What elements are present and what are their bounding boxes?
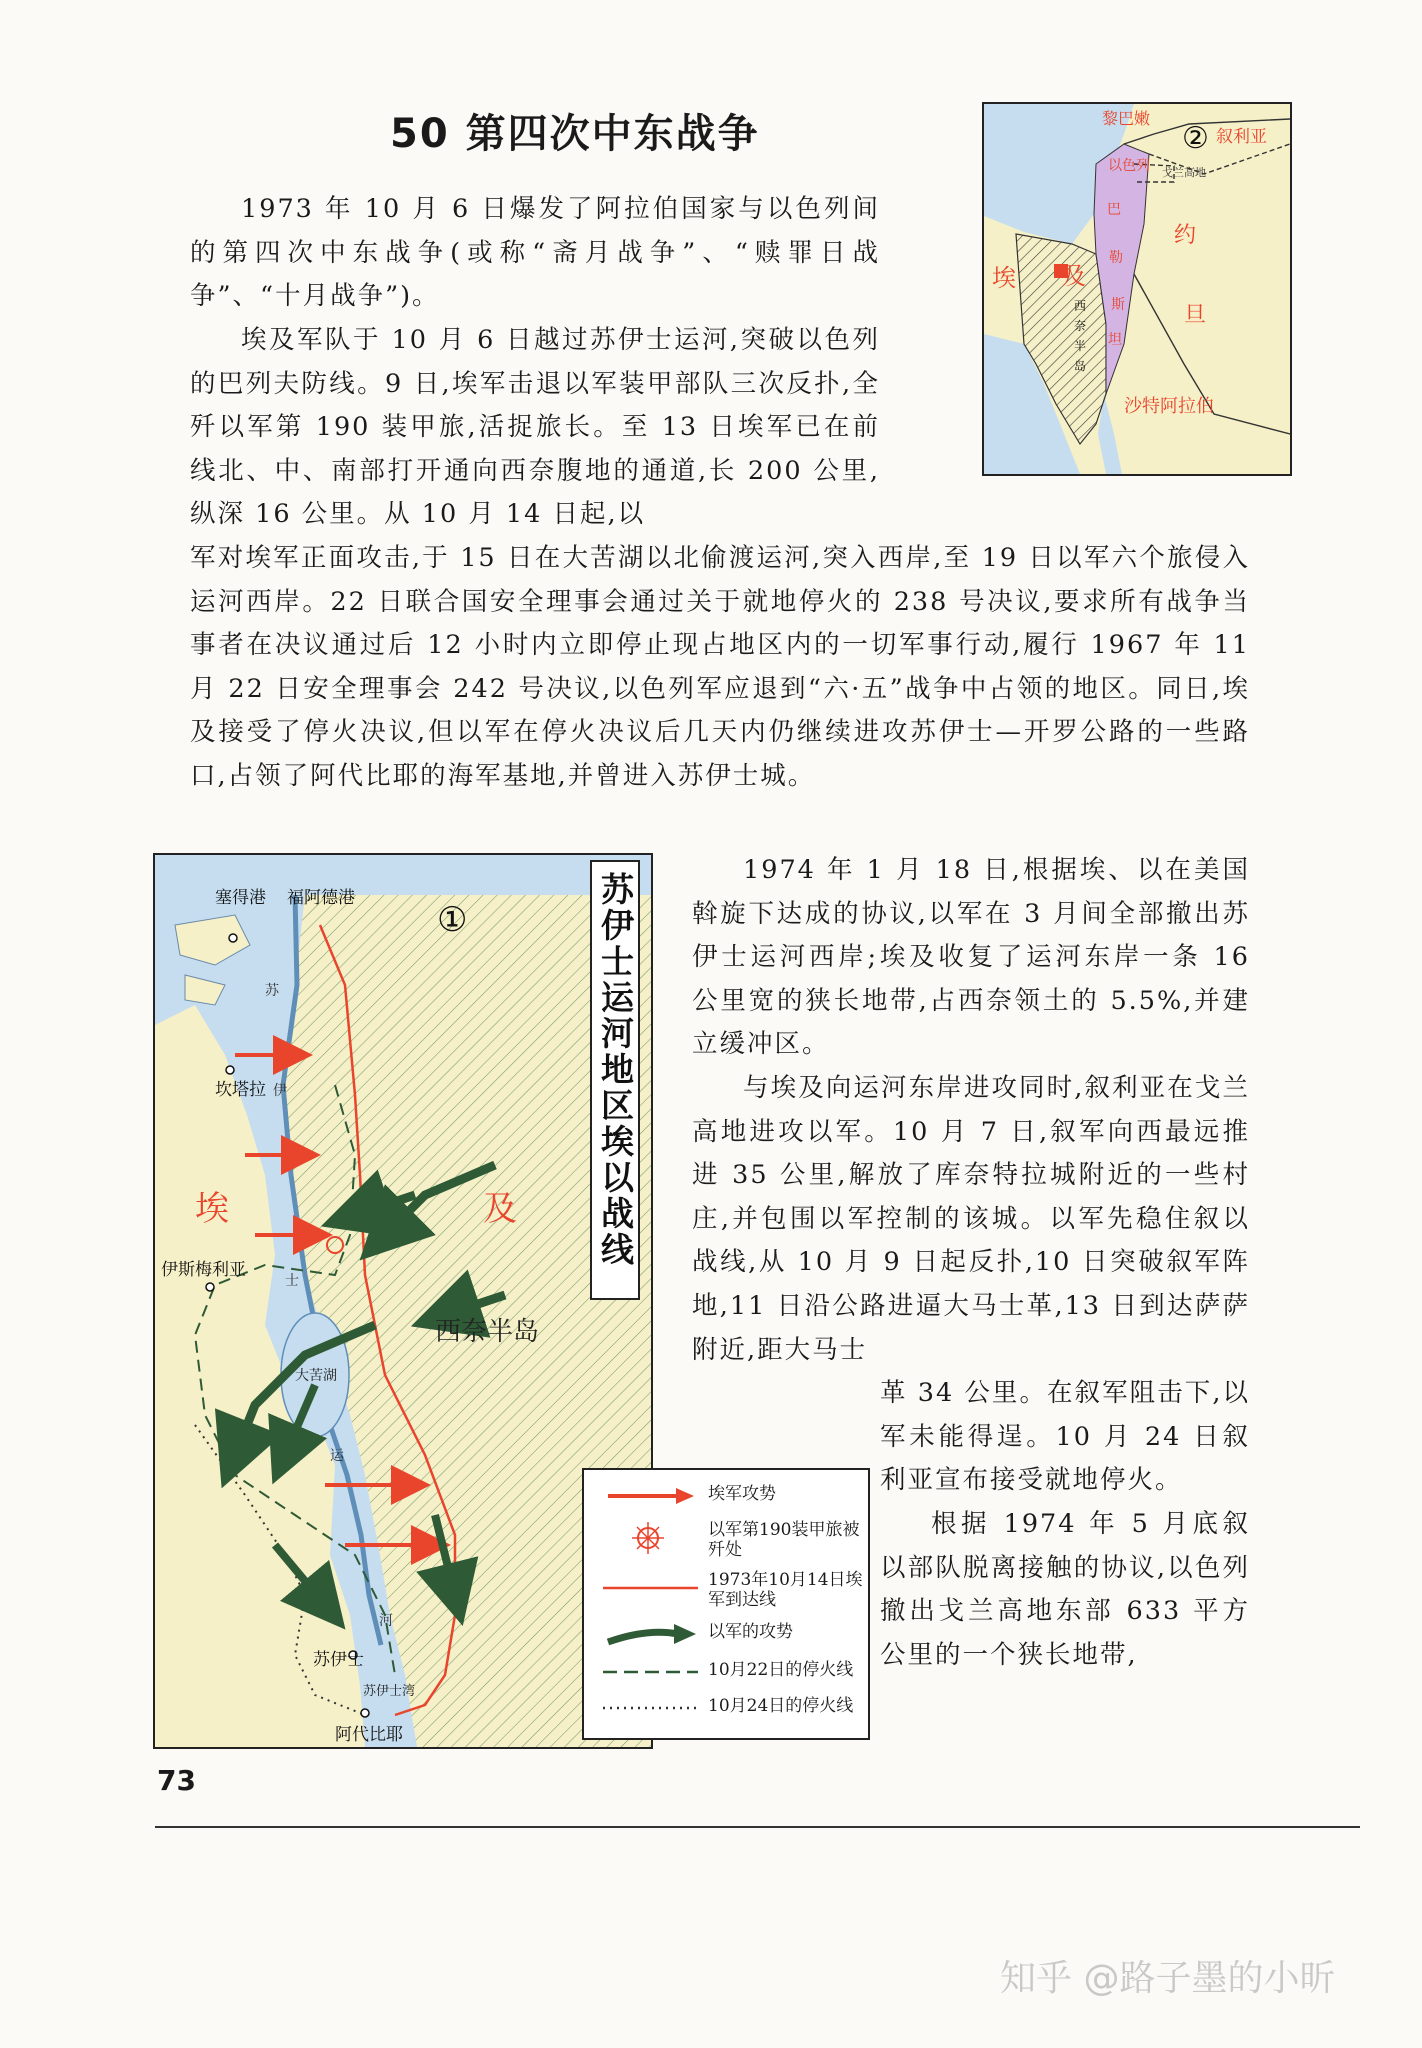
label-canal-3: 士: [285, 1273, 299, 1289]
label-egypt-1: 埃: [992, 264, 1016, 292]
legend-dotted-line-icon: [598, 1696, 698, 1720]
label-palestine-3: 斯: [1111, 297, 1125, 313]
legend-ceasefire-oct22: 10月22日的停火线: [598, 1660, 860, 1690]
map1-number: ①: [437, 900, 468, 940]
label-palestine-1: 巴: [1107, 202, 1121, 218]
label-israel: 以色列: [1108, 158, 1150, 174]
paragraph-5: 根据 1974 年 5 月底叙以部队脱离接触的协议,以色列撤出戈兰高地东部 633 平方公里的一个狭长地带,: [880, 1509, 1250, 1670]
page-title: 50 第四次中东战争: [390, 111, 760, 157]
legend-red-line-icon: [598, 1570, 698, 1610]
label-sinai-peninsula: 西奈半岛: [435, 1317, 540, 1347]
paragraph-4: 与埃及向运河东岸进攻同时,叙利亚在戈兰高地进攻以军。10 月 7 日,叙军向西最远推进 35 公里,解放了库奈特拉城附近的一些村庄,并包围以军控制的该城。以军先稳住叙以战线,从 10 月 9 日起反扑,10 日突破叙军阵地,11 日沿公路进逼大马士革,13 日到达萨萨附近,距大马士: [692, 1073, 1250, 1365]
legend-burst-icon: [598, 1520, 698, 1560]
paragraph-2: 埃及军队于 10 月 6 日越过苏伊士运河,突破以色列的巴列夫防线。9 日,埃军击退以军装甲部队三次反扑,全歼以军第 190 装甲旅,活捉旅长。至 13 日埃军已在前线北、中、南部打开通向西奈腹地的通道,长 200 公里,纵深 16 公里。从 10 月 14 日起,以: [190, 325, 880, 530]
label-bitter-lake: 大苦湖: [295, 1368, 337, 1384]
legend-brigade-destroyed: 以军第190装甲旅被歼处: [598, 1520, 860, 1564]
paragraph-1: 1973 年 10 月 6 日爆发了阿拉伯国家与以色列间的第四次中东战争(或称“斋月战争”、“赎罪日战争”、“十月战争”)。: [190, 194, 880, 312]
page-number: 73: [157, 1764, 196, 1797]
legend-green-arrow-icon: [598, 1622, 698, 1650]
label-jordan-2: 旦: [1184, 303, 1207, 328]
map-suez-canal-front: [153, 853, 653, 1749]
watermark: 知乎 @路子墨的小昕: [1000, 1958, 1336, 1999]
label-palestine-2: 勒: [1109, 250, 1123, 266]
map1-title: 苏伊士运河地区埃以战线: [596, 872, 635, 1268]
paragraph-4-continued: 革 34 公里。在叙军阻击下,以军未能得逞。10 月 24 日叙利亚宣布接受就地停火。: [880, 1378, 1250, 1496]
label-sinai-4: 岛: [1074, 359, 1087, 373]
label-gulf-of-suez: 苏伊士湾: [363, 1684, 416, 1699]
label-canal-4: 运: [330, 1448, 344, 1464]
inset-map-middle-east: [982, 102, 1292, 476]
middle-east-map-graphic: [984, 104, 1290, 474]
legend-israel-attack: 以军的攻势: [598, 1622, 860, 1652]
label-palestine-4: 坦: [1108, 332, 1122, 348]
label-egypt-east: 及: [483, 1189, 517, 1229]
label-golan: 戈兰高地: [1162, 166, 1206, 179]
legend-ceasefire-oct24: 10月24日的停火线: [598, 1696, 860, 1726]
label-syria: 叙利亚: [1216, 127, 1267, 147]
legend-egypt-attack: 埃军攻势: [598, 1484, 860, 1514]
map1-title-box: [590, 860, 640, 1300]
label-sinai-3: 半: [1074, 339, 1087, 353]
legend-dashed-line-icon: [598, 1660, 698, 1684]
label-ismailia: 伊斯梅利亚: [161, 1260, 246, 1280]
label-canal-5: 河: [379, 1613, 393, 1629]
paragraph-3: 1974 年 1 月 18 日,根据埃、以在美国斡旋下达成的协议,以军在 3 月间全部撤出苏伊士运河西岸;埃及收复了运河东岸一条 16 公里宽的狭长地带,占西奈领土的 5.5%,并建立缓冲区。: [692, 855, 1250, 1060]
label-jordan-1: 约: [1174, 223, 1197, 248]
map2-number: ②: [1182, 121, 1209, 156]
suez-canal-map-graphic: [155, 855, 651, 1747]
footer-divider: [155, 1826, 1360, 1828]
label-port-said: 塞得港: [215, 888, 266, 908]
label-qantara: 坎塔拉: [215, 1080, 266, 1100]
label-port-fuad: 福阿德港: [287, 888, 355, 908]
label-lebanon: 黎巴嫩: [1102, 109, 1151, 128]
paragraph-2-continued: 军对埃军正面攻击,于 15 日在大苦湖以北偷渡运河,突入西岸,至 19 日以军六个旅侵入运河西岸。22 日联合国安全理事会通过关于就地停火的 238 号决议,要求所有战争当事者在决议通过后 12 小时内立即停止现占地区内的一切军事行动,履行 1967 年 11 月 22 日安全理事会 242 号决议,以色列军应退到“六·五”战争中占领的地区。同日,埃及接受了停火决议,但以军在停火决议后几天内仍继续进攻苏伊士—开罗公路的一些路口,占领了阿代比耶的海军基地,并曾进入苏伊士城。: [190, 543, 1250, 791]
label-egypt-west: 埃: [195, 1189, 229, 1229]
label-sinai-1: 西: [1074, 299, 1087, 313]
label-adabiya: 阿代比耶: [335, 1725, 403, 1745]
label-saudi: 沙特阿拉伯: [1124, 396, 1214, 417]
map1-legend: [582, 1468, 870, 1740]
label-canal-2: 伊: [273, 1083, 287, 1099]
label-canal-1: 苏: [265, 983, 279, 999]
label-suez: 苏伊士: [313, 1650, 364, 1670]
label-sinai-2: 奈: [1074, 319, 1087, 333]
legend-front-line: 1973年10月14日埃军到达线: [598, 1570, 860, 1614]
legend-red-arrow-icon: [598, 1484, 698, 1508]
label-egypt-2: 及: [1062, 262, 1086, 290]
